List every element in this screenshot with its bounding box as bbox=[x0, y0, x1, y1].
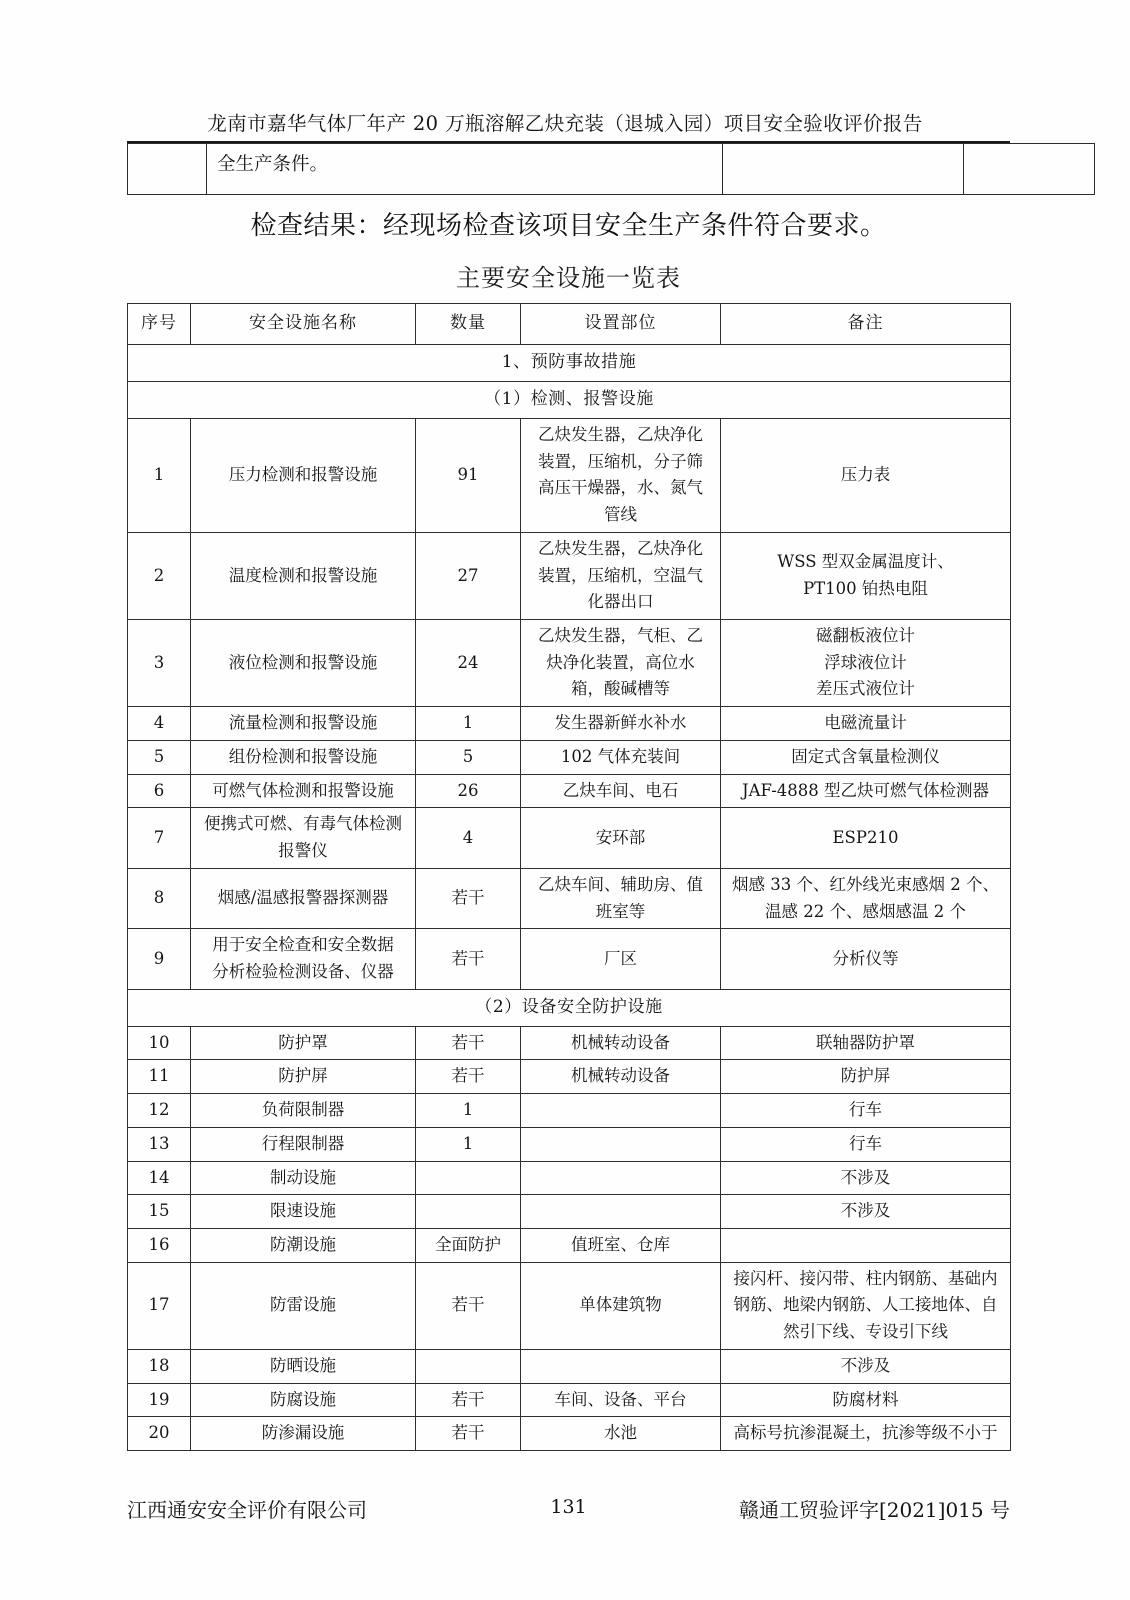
cell-line: PT100 铂热电阻 bbox=[803, 578, 928, 598]
cell-line: 组份检测和报警设施 bbox=[228, 746, 378, 766]
cell-line: 便携式可燃、有毒气体检测 bbox=[204, 814, 402, 834]
note-text bbox=[725, 744, 1006, 771]
cell-facility-name bbox=[191, 1349, 416, 1383]
table-row bbox=[128, 1161, 1011, 1195]
note-text bbox=[725, 872, 1006, 925]
table-row bbox=[128, 1094, 1011, 1128]
cell-row-number: 5 bbox=[128, 740, 191, 774]
cell-line: 防护屏 bbox=[278, 1066, 328, 1086]
cell-note bbox=[721, 740, 1011, 774]
facility-name-text bbox=[195, 1165, 411, 1192]
cell-line: JAF-4888 型乙炔可燃气体检测器 bbox=[741, 780, 990, 800]
cell-line: 然引下线、专设引下线 bbox=[783, 1322, 948, 1342]
table-row bbox=[128, 532, 1011, 619]
cell-row-number: 17 bbox=[128, 1262, 191, 1349]
cell-location bbox=[521, 1228, 721, 1262]
column-header-no: 序号 bbox=[128, 304, 191, 345]
cell-row-number: 1 bbox=[128, 419, 191, 533]
cell-line: 防护屏 bbox=[840, 1066, 891, 1086]
cell-note bbox=[721, 1262, 1011, 1349]
facility-name-text bbox=[195, 1420, 411, 1447]
facility-name-text bbox=[195, 1232, 411, 1259]
location-text bbox=[525, 1292, 716, 1319]
facility-name-text bbox=[195, 563, 411, 590]
cell-facility-name bbox=[191, 1417, 416, 1451]
cell-line: 装置，压缩机，分子筛 bbox=[538, 451, 703, 471]
table-row bbox=[128, 1262, 1011, 1349]
cell-line: 行车 bbox=[849, 1133, 882, 1153]
cell-quantity: 若干 bbox=[416, 1262, 521, 1349]
cell-quantity: 若干 bbox=[416, 1417, 521, 1451]
cell-note bbox=[721, 707, 1011, 741]
table-section-row bbox=[128, 989, 1011, 1026]
facility-name-text bbox=[195, 932, 411, 985]
cell-line: 防潮设施 bbox=[270, 1234, 336, 1254]
table-row bbox=[128, 1349, 1011, 1383]
cell-row-number: 16 bbox=[128, 1228, 191, 1262]
cell-line: 防腐设施 bbox=[270, 1389, 336, 1409]
cell-row-number: 4 bbox=[128, 707, 191, 741]
cell-line: 负荷限制器 bbox=[261, 1100, 345, 1120]
cell-facility-name bbox=[191, 1060, 416, 1094]
cell-row-number: 10 bbox=[128, 1026, 191, 1060]
cell-facility-name bbox=[191, 808, 416, 868]
location-text bbox=[525, 778, 716, 805]
cell-line: 防腐材料 bbox=[832, 1389, 899, 1409]
cell-line: 防渗漏设施 bbox=[261, 1423, 345, 1443]
note-text bbox=[725, 1097, 1006, 1124]
cell-note bbox=[721, 774, 1011, 808]
table-row bbox=[128, 929, 1011, 989]
cell-line: 制动设施 bbox=[270, 1167, 336, 1187]
cell-row-number: 7 bbox=[128, 808, 191, 868]
cell-row-number: 3 bbox=[128, 620, 191, 707]
location-text bbox=[525, 946, 716, 973]
cell-facility-name bbox=[191, 1161, 416, 1195]
location-text bbox=[525, 872, 716, 925]
cell-line: 管线 bbox=[604, 505, 637, 525]
note-text bbox=[725, 462, 1006, 489]
cell-location bbox=[521, 1195, 721, 1229]
cell-line: 乙炔发生器，乙炔净化 bbox=[538, 538, 703, 558]
facility-name-text bbox=[195, 462, 411, 489]
cell-facility-name bbox=[191, 1026, 416, 1060]
cell-line: 防晒设施 bbox=[270, 1355, 336, 1375]
cell-facility-name bbox=[191, 1127, 416, 1161]
table-row bbox=[128, 1195, 1011, 1229]
note-text bbox=[725, 1420, 1006, 1447]
facility-name-text bbox=[195, 650, 411, 677]
cell-location bbox=[521, 1262, 721, 1349]
cell-line: 水池 bbox=[604, 1423, 637, 1443]
cell-location bbox=[521, 1161, 721, 1195]
note-text bbox=[725, 1165, 1006, 1192]
cell-line: 机械转动设备 bbox=[571, 1032, 670, 1052]
cell-location bbox=[521, 707, 721, 741]
cell-quantity: 27 bbox=[416, 532, 521, 619]
cell-note bbox=[721, 1228, 1011, 1262]
cell-line: 钢筋、地梁内钢筋、人工接地体、自 bbox=[733, 1295, 998, 1315]
location-text bbox=[525, 1030, 716, 1057]
note-text bbox=[725, 549, 1006, 602]
cell-row-number: 12 bbox=[128, 1094, 191, 1128]
note-text bbox=[725, 1353, 1006, 1380]
cell-line: 烟感 33 个、红外线光束感烟 2 个、 bbox=[732, 874, 999, 894]
cell-line: 发生器新鲜水补水 bbox=[554, 713, 687, 733]
cell-note bbox=[721, 1383, 1011, 1417]
table-section-row bbox=[128, 382, 1011, 419]
table-row bbox=[128, 419, 1011, 533]
cell-row-number: 20 bbox=[128, 1417, 191, 1451]
cell-line: 烟感/温感报警器探测器 bbox=[217, 888, 389, 908]
cell-note bbox=[721, 620, 1011, 707]
note-text bbox=[725, 1131, 1006, 1158]
cell-note bbox=[721, 1161, 1011, 1195]
cell-line: 压力检测和报警设施 bbox=[228, 465, 378, 485]
cell-note bbox=[721, 929, 1011, 989]
cell-line: 压力表 bbox=[840, 465, 891, 485]
cell-line: 温度检测和报警设施 bbox=[228, 565, 378, 585]
table-row bbox=[128, 1026, 1011, 1060]
note-text bbox=[725, 710, 1006, 737]
cell-line: 乙炔发生器，乙炔净化 bbox=[538, 425, 703, 444]
cell-line: 电磁流量计 bbox=[824, 713, 907, 733]
cell-note bbox=[721, 1195, 1011, 1229]
cell-quantity: 若干 bbox=[416, 1060, 521, 1094]
cell-quantity: 1 bbox=[416, 707, 521, 741]
table-header bbox=[128, 304, 1011, 345]
footer-company: 江西通安安全评价有限公司 bbox=[127, 1498, 367, 1522]
location-text bbox=[525, 1063, 716, 1090]
cell-line: 不涉及 bbox=[840, 1167, 891, 1187]
location-text bbox=[525, 623, 716, 703]
cell-line: 可燃气体检测和报警设施 bbox=[212, 780, 394, 800]
location-text bbox=[525, 825, 716, 852]
cell-row-number: 9 bbox=[128, 929, 191, 989]
footer-doc-number: 赣通工贸验评字[2021]015 号 bbox=[738, 1498, 1010, 1522]
cell-line: 温感 22 个、感烟感温 2 个 bbox=[765, 901, 966, 921]
table-row bbox=[128, 1127, 1011, 1161]
facility-name-text bbox=[195, 1292, 411, 1319]
cell-line: 炔净化装置，高位水 bbox=[546, 652, 695, 672]
note-text bbox=[725, 825, 1006, 852]
cell-line: 液位检测和报警设施 bbox=[228, 652, 378, 672]
cell-location bbox=[521, 1026, 721, 1060]
facility-name-text bbox=[195, 744, 411, 771]
table-section-label: （2）设备安全防护设施 bbox=[128, 989, 1011, 1026]
cell-note bbox=[721, 1417, 1011, 1451]
cell-line: 不涉及 bbox=[840, 1355, 891, 1375]
location-text bbox=[525, 1420, 716, 1447]
cell-row-number: 2 bbox=[128, 532, 191, 619]
cell-line: 差压式液位计 bbox=[816, 679, 915, 699]
note-text bbox=[725, 1266, 1006, 1346]
cell-facility-name bbox=[191, 1094, 416, 1128]
cell-location bbox=[521, 419, 721, 533]
cell-quantity: 26 bbox=[416, 774, 521, 808]
table-row bbox=[128, 808, 1011, 868]
note-text bbox=[725, 778, 1006, 805]
table-row bbox=[128, 1383, 1011, 1417]
cell-note bbox=[721, 1349, 1011, 1383]
column-header-qty: 数量 bbox=[416, 304, 521, 345]
footer-page-number: 131 bbox=[550, 1496, 587, 1518]
facility-name-text bbox=[195, 1198, 411, 1225]
cell-quantity: 24 bbox=[416, 620, 521, 707]
cell-line: 装置，压缩机，空温气 bbox=[538, 565, 703, 585]
cell-note bbox=[721, 868, 1011, 928]
cell-line: 化器出口 bbox=[587, 592, 654, 612]
cell-location bbox=[521, 1383, 721, 1417]
cell-note bbox=[721, 532, 1011, 619]
cell-line: WSS 型双金属温度计、 bbox=[777, 552, 954, 572]
note-text bbox=[725, 1198, 1006, 1225]
facility-name-text bbox=[195, 885, 411, 912]
cell-line: 防护罩 bbox=[278, 1032, 328, 1052]
facility-name-text bbox=[195, 1387, 411, 1414]
location-text bbox=[525, 1232, 716, 1259]
table-row bbox=[128, 774, 1011, 808]
cell-facility-name bbox=[191, 532, 416, 619]
running-header-title: 龙南市嘉华气体厂年产 20 万瓶溶解乙炔充装（退城入园）项目安全验收评价报告 bbox=[207, 112, 923, 135]
cell-quantity bbox=[416, 1349, 521, 1383]
facility-name-text bbox=[195, 1063, 411, 1090]
cell-facility-name bbox=[191, 1262, 416, 1349]
cell-line: 班室等 bbox=[595, 901, 646, 921]
cell-note bbox=[721, 1094, 1011, 1128]
cell-facility-name bbox=[191, 774, 416, 808]
note-text bbox=[725, 1063, 1006, 1090]
cell-quantity: 5 bbox=[416, 740, 521, 774]
cell-row-number: 14 bbox=[128, 1161, 191, 1195]
cell-quantity: 1 bbox=[416, 1094, 521, 1128]
cell-line: 浮球液位计 bbox=[824, 652, 907, 672]
location-text bbox=[525, 1387, 716, 1414]
cell-note bbox=[721, 419, 1011, 533]
location-text bbox=[525, 422, 716, 529]
column-header-note: 备注 bbox=[721, 304, 1011, 345]
cell-location bbox=[521, 1417, 721, 1451]
table-row bbox=[128, 707, 1011, 741]
cell-line: 102 气体充装间 bbox=[560, 746, 681, 766]
cell-line: 机械转动设备 bbox=[571, 1066, 670, 1086]
cell-location bbox=[521, 532, 721, 619]
cell-quantity: 全面防护 bbox=[416, 1228, 521, 1262]
cell-note bbox=[721, 1127, 1011, 1161]
cell-quantity: 1 bbox=[416, 1127, 521, 1161]
cell-line: 接闪杆、接闪带、柱内钢筋、基础内 bbox=[733, 1268, 998, 1288]
cell-line: 箱，酸碱槽等 bbox=[571, 679, 670, 699]
table-section-label: 1、预防事故措施 bbox=[128, 345, 1011, 382]
table-row bbox=[128, 144, 1095, 195]
frag-cell-no bbox=[128, 144, 207, 195]
table-row bbox=[128, 868, 1011, 928]
note-text bbox=[725, 1030, 1006, 1057]
frag-cell-text: 全生产条件。 bbox=[207, 144, 723, 195]
cell-line: 厂区 bbox=[604, 948, 637, 968]
cell-line: 限速设施 bbox=[270, 1201, 336, 1221]
safety-facilities-table bbox=[127, 303, 1011, 1451]
location-text bbox=[525, 536, 716, 616]
note-text bbox=[725, 946, 1006, 973]
cell-facility-name bbox=[191, 929, 416, 989]
cell-line: 不涉及 bbox=[840, 1201, 891, 1221]
cell-quantity: 若干 bbox=[416, 868, 521, 928]
page-footer bbox=[127, 1494, 1010, 1524]
cell-location bbox=[521, 868, 721, 928]
cell-facility-name bbox=[191, 868, 416, 928]
inspection-result-line: 检查结果：经现场检查该项目安全生产条件符合要求。 bbox=[250, 211, 887, 241]
cell-quantity: 若干 bbox=[416, 1026, 521, 1060]
cell-facility-name bbox=[191, 740, 416, 774]
cell-quantity: 若干 bbox=[416, 929, 521, 989]
cell-quantity bbox=[416, 1161, 521, 1195]
cell-location bbox=[521, 1094, 721, 1128]
cell-location bbox=[521, 1349, 721, 1383]
cell-location bbox=[521, 620, 721, 707]
frag-cell-end bbox=[964, 144, 1095, 195]
cell-line: 磁翻板液位计 bbox=[816, 626, 915, 646]
cell-location bbox=[521, 929, 721, 989]
note-text bbox=[725, 1387, 1006, 1414]
cell-line: 值班室、仓库 bbox=[571, 1234, 670, 1254]
facility-name-text bbox=[195, 1030, 411, 1057]
column-header-loc: 设置部位 bbox=[521, 304, 721, 345]
cell-line: 高标号抗渗混凝土，抗渗等级不小于 bbox=[733, 1423, 998, 1443]
facility-name-text bbox=[195, 778, 411, 805]
table-row bbox=[128, 1228, 1011, 1262]
cell-note bbox=[721, 1060, 1011, 1094]
cell-line: 分析仪等 bbox=[832, 948, 899, 968]
facility-name-text bbox=[195, 811, 411, 864]
cell-line: ESP210 bbox=[832, 827, 899, 847]
cell-line: 分析检验检测设备、仪器 bbox=[212, 961, 394, 981]
cell-facility-name bbox=[191, 1195, 416, 1229]
note-text bbox=[725, 623, 1006, 703]
cell-line: 流量检测和报警设施 bbox=[228, 713, 378, 733]
table-section-row bbox=[128, 345, 1011, 382]
table-row bbox=[128, 1417, 1011, 1451]
cell-facility-name bbox=[191, 419, 416, 533]
cell-line: 单体建筑物 bbox=[579, 1295, 662, 1315]
table-row bbox=[128, 740, 1011, 774]
facility-name-text bbox=[195, 1131, 411, 1158]
cell-line: 高压干燥器，水、氮气 bbox=[538, 478, 703, 498]
cell-line: 乙炔车间、电石 bbox=[562, 780, 679, 800]
location-text bbox=[525, 710, 716, 737]
cell-facility-name bbox=[191, 1383, 416, 1417]
cell-location bbox=[521, 774, 721, 808]
cell-facility-name bbox=[191, 707, 416, 741]
cell-note bbox=[721, 1026, 1011, 1060]
cell-line: 报警仪 bbox=[278, 841, 328, 861]
continued-table-fragment bbox=[127, 143, 1095, 195]
cell-line: 行车 bbox=[849, 1100, 882, 1120]
table-row bbox=[128, 1060, 1011, 1094]
table-body bbox=[128, 345, 1011, 1451]
cell-line: 安环部 bbox=[595, 827, 646, 847]
facility-name-text bbox=[195, 710, 411, 737]
table-header-row bbox=[128, 304, 1011, 345]
table-section-label: （1）检测、报警设施 bbox=[128, 382, 1011, 419]
cell-row-number: 18 bbox=[128, 1349, 191, 1383]
cell-line: 防雷设施 bbox=[270, 1295, 336, 1315]
cell-row-number: 6 bbox=[128, 774, 191, 808]
cell-location bbox=[521, 740, 721, 774]
cell-row-number: 8 bbox=[128, 868, 191, 928]
cell-line: 乙炔发生器，气柜、乙 bbox=[538, 626, 703, 646]
table-row bbox=[128, 620, 1011, 707]
cell-facility-name bbox=[191, 1228, 416, 1262]
frag-cell-mid bbox=[723, 144, 964, 195]
location-text bbox=[525, 744, 716, 771]
cell-line: 固定式含氧量检测仪 bbox=[791, 746, 940, 766]
cell-line: 行程限制器 bbox=[261, 1133, 345, 1153]
cell-row-number: 19 bbox=[128, 1383, 191, 1417]
cell-location bbox=[521, 1127, 721, 1161]
facility-name-text bbox=[195, 1097, 411, 1124]
cell-row-number: 11 bbox=[128, 1060, 191, 1094]
cell-line: 用于安全检查和安全数据 bbox=[212, 935, 394, 955]
cell-line: 联轴器防护罩 bbox=[816, 1032, 915, 1052]
cell-location bbox=[521, 1060, 721, 1094]
cell-quantity bbox=[416, 1195, 521, 1229]
facility-name-text bbox=[195, 1353, 411, 1380]
cell-row-number: 13 bbox=[128, 1127, 191, 1161]
cell-facility-name bbox=[191, 620, 416, 707]
cell-location bbox=[521, 808, 721, 868]
cell-note bbox=[721, 808, 1011, 868]
cell-row-number: 15 bbox=[128, 1195, 191, 1229]
cell-quantity: 4 bbox=[416, 808, 521, 868]
cell-line: 车间、设备、平台 bbox=[554, 1389, 687, 1409]
table-caption: 主要安全设施一览表 bbox=[456, 264, 681, 292]
column-header-name: 安全设施名称 bbox=[191, 304, 416, 345]
cell-quantity: 若干 bbox=[416, 1383, 521, 1417]
cell-quantity: 91 bbox=[416, 419, 521, 533]
cell-line: 乙炔车间、辅助房、值 bbox=[538, 874, 703, 894]
